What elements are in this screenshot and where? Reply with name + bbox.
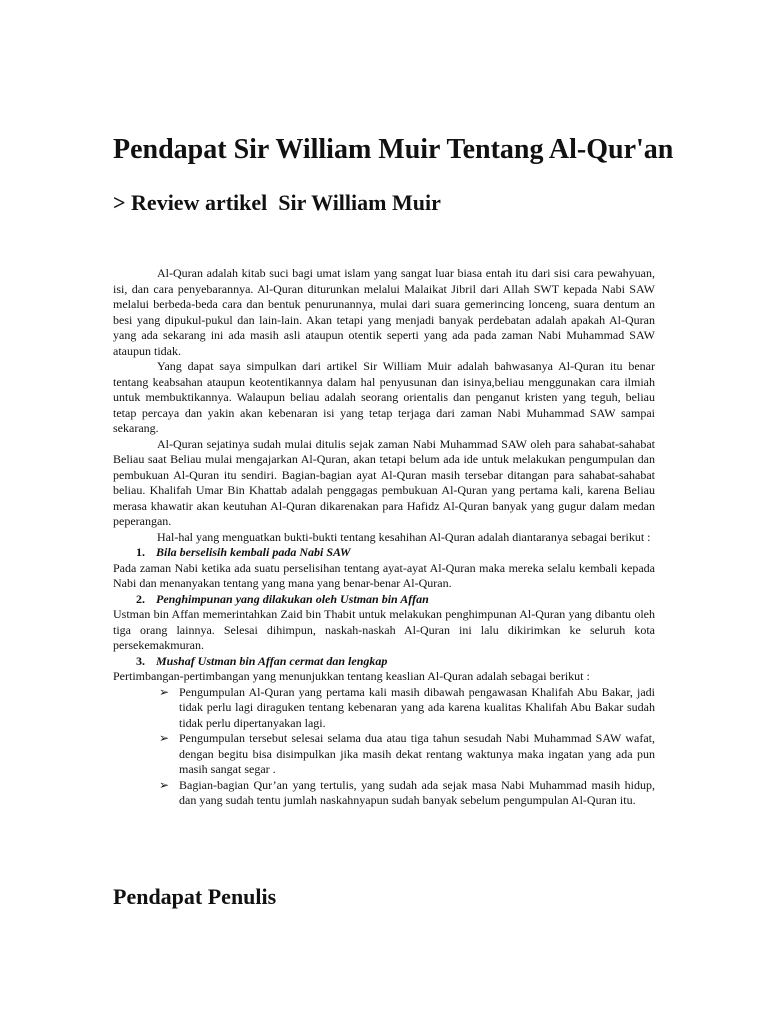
arrow-bullet-icon: ➢: [159, 777, 170, 792]
bullet-list: [113, 685, 655, 809]
paragraph: Al-Quran adalah kitab suci bagi umat islam yang sangat luar biasa entah itu dari sisi cara pewahyuan, isi, dan cara penyebarannya. Al-Quran diturunkan melalui Malaikat Jibril dari Allah SWT kepada Nabi SAW melalui berbeda-beda cara dan bentuk penurunannya, mulai dari suara gemerincing lonceng, suara dentum an besi yang dipukul-pukul dan lain-lain. Akan tetapi yang menjadi banyak perdebatan adalah apakah Al-Quran yang ada sekarang ini ada masih asli ataupun otentik seperti yang ada pada zaman Nabi Muhammad SAW ataupun tidak.: [113, 266, 655, 358]
bullet-item: [113, 731, 655, 778]
bullet-text: Pengumpulan Al-Quran yang pertama kali masih dibawah pengawasan Khalifah Abu Bakar, jadi tidak perlu lagi diraguken tentang kebenaran yang ada karena kualitas Khalifah Abu Bakar sudah tidak perlu dipertanyakan lagi.: [179, 684, 655, 730]
bullet-item: [113, 778, 655, 809]
bullet-text: Bagian-bagian Qur’an yang tertulis, yang sudah ada sejak masa Nabi Muhammad masih hidup, dan yang sudah tentu jumlah naskahnyapun sudah banyak sebelum pengumpulan Al-Quran itu.: [179, 777, 655, 807]
paragraph: Al-Quran sejatinya sudah mulai ditulis sejak zaman Nabi Muhammad SAW oleh para sahabat-sahabat Beliau saat Beliau mulai mengajarkan Al-Quran, akan tetapi belum ada ide untuk melakukan pengumpulan dan pembukuan Al-Quran itu sendiri. Bagian-bagian ayat Al-Quran masih tersebar ditangan para sahabat-sahabat beliau. Khalifah Umar Bin Khattab adalah penggagas pembukuan Al-Quran yang pertama kali, karena Beliau merasa khawatir akan keutuhan Al-Quran dikarenakan para Hafidz Al-Quran banyak yang gugur dalam medan peperangan.: [113, 436, 655, 528]
numbered-heading: [113, 592, 655, 608]
page-title: Pendapat Sir William Muir Tentang Al-Qur'an: [113, 134, 674, 165]
article-body: [113, 266, 655, 809]
item-text: Ustman bin Affan memerintahkan Zaid bin Thabit untuk melakukan penghimpunan Al-Quran yang dibantu oleh tiga orang lainnya. Selesai dihimpun, naskah-naskah Al-Quran ini lalu dikirimkan ke seluruh kota persekemakmuran.: [113, 607, 655, 652]
numbered-heading: [113, 654, 655, 670]
numbered-heading: [113, 545, 655, 561]
item-heading: Bila berselisih kembali pada Nabi SAW: [156, 545, 351, 559]
item-text: Pada zaman Nabi ketika ada suatu perselisihan tentang ayat-ayat Al-Quran maka mereka selalu kembali kepada Nabi dan menanyakan tentang yang mana yang benar-benar Al-Quran.: [113, 560, 655, 590]
paragraph: Yang dapat saya simpulkan dari artikel Sir William Muir adalah bahwasanya Al-Quran itu benar tentang keabsahan ataupun keotentikannya dalam hal penyusunan dan isinya,beliau menggunakan cara ilmiah untuk membuktikannya. Walaupun beliau adalah seorang orientalis dan penganut kristen yang teguh, beliau tetap percaya dan yakin akan kebenaran isi yang tetap terjaga dari zaman Nabi Muhammad SAW sampai sekarang.: [113, 359, 655, 435]
item-number: 1.: [136, 545, 145, 559]
item-number: 2.: [136, 591, 145, 606]
arrow-bullet-icon: ➢: [159, 731, 170, 745]
item-heading: Mushaf Ustman bin Affan cermat dan lengkap: [156, 653, 388, 668]
item-number: 3.: [136, 653, 145, 668]
item-text: Pertimbangan-pertimbangan yang menunjukkan tentang keaslian Al-Quran adalah sebagai berikut :: [113, 669, 590, 683]
bullet-text: Pengumpulan tersebut selesai selama dua atau tiga tahun sesudah Nabi Muhammad SAW wafat, dengan begitu bisa disimpulkan jika masih dekat rentang waktunya maka ingatan yang ada pun masih sangat segar .: [179, 731, 655, 776]
paragraph: Hal-hal yang menguatkan bukti-bukti tentang kesahihan Al-Quran adalah diantaranya sebagai berikut :: [157, 529, 651, 544]
section-heading: Pendapat Penulis: [113, 884, 277, 909]
arrow-bullet-icon: ➢: [159, 684, 170, 699]
bullet-item: [113, 685, 655, 732]
article-subtitle: > Review artikel Sir William Muir: [113, 190, 441, 215]
item-heading: Penghimpunan yang dilakukan oleh Ustman bin Affan: [156, 591, 429, 606]
